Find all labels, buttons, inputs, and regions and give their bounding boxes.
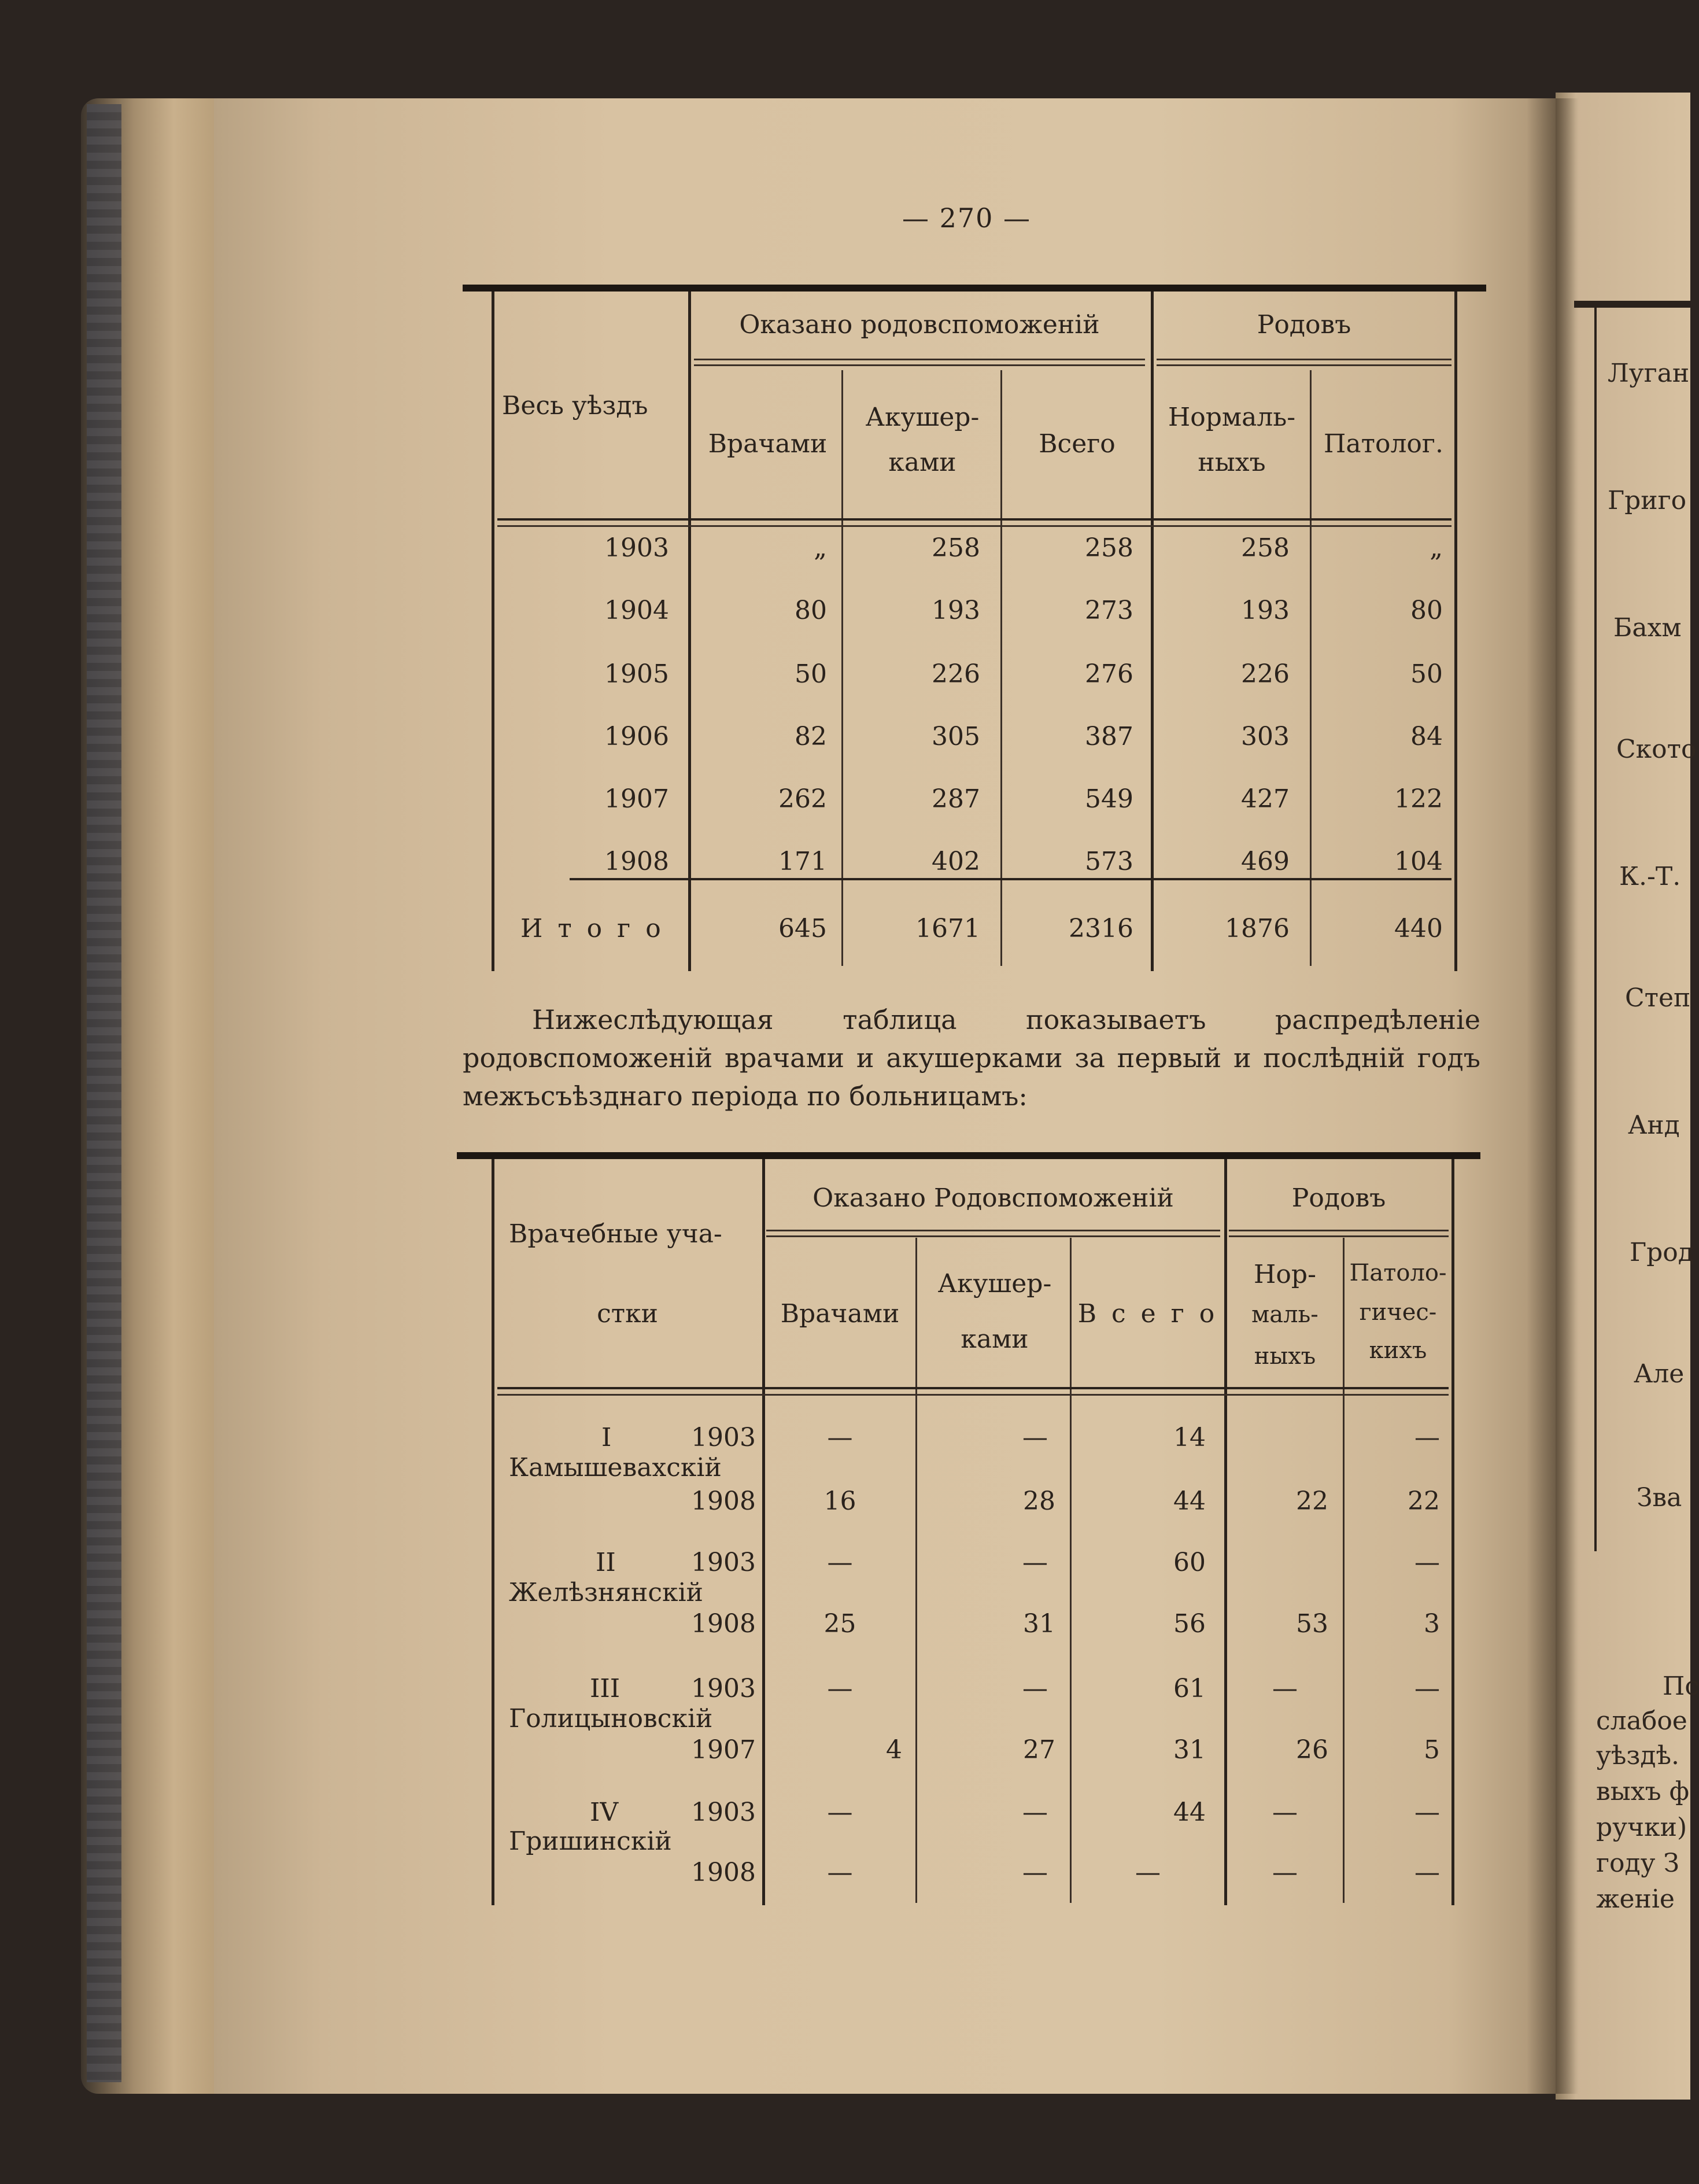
right-fragment: выхъ ф: [1596, 1777, 1690, 1806]
t2-total: 60: [1173, 1548, 1206, 1577]
t1-doctors: „: [814, 533, 827, 563]
t1-midwives: 226: [932, 659, 980, 689]
t2-doctors: —: [827, 1423, 853, 1452]
t2-pathol: —: [1414, 1548, 1440, 1577]
t1-total: 387: [1085, 722, 1133, 751]
right-fragment: Грод: [1630, 1238, 1694, 1267]
right-fragment: женіе: [1596, 1884, 1675, 1914]
right-fragment: Зва: [1637, 1483, 1682, 1512]
t2-header-births: Родовъ: [1291, 1183, 1386, 1213]
t2-pathol: —: [1414, 1798, 1440, 1827]
t1-total-doctors: 645: [778, 914, 827, 943]
page-number: — 270 —: [902, 202, 1032, 234]
t1-pathol: 80: [1410, 596, 1443, 625]
right-fragment: году З: [1596, 1849, 1679, 1878]
t1-header-births: Родовъ: [1257, 310, 1351, 340]
book-cover: [87, 104, 121, 2082]
t2-section-num: I: [601, 1423, 612, 1452]
right-fragment: Анд: [1628, 1111, 1680, 1140]
t1-vline: [841, 370, 843, 966]
t1-pathol: 104: [1394, 847, 1443, 876]
t1-pathol: 50: [1410, 659, 1443, 689]
right-fragment: слабое: [1596, 1706, 1687, 1736]
t2-section-num: III: [590, 1674, 620, 1703]
t1-header-rendered: Оказано родовспоможеній: [739, 310, 1100, 340]
t2-section-year: 1903: [691, 1423, 756, 1452]
t2-header-pathol-1: Патоло-: [1349, 1260, 1447, 1286]
t1-pathol: 122: [1394, 784, 1443, 814]
t2-midwives: —: [1022, 1798, 1048, 1827]
t1-vline: [492, 292, 494, 971]
right-fragment: Луган: [1608, 359, 1690, 388]
t2-section-num: II: [596, 1548, 616, 1577]
t2-section-year: 1903: [691, 1674, 756, 1703]
t2-normal: —: [1272, 1674, 1298, 1703]
t2-group-rule: [766, 1230, 1220, 1231]
t2-doctors: —: [827, 1798, 853, 1827]
t2-total: 44: [1173, 1798, 1206, 1827]
t2-section-year: 1908: [691, 1486, 756, 1516]
table-1-top-rule: [463, 285, 1486, 292]
t1-total-rule: [570, 878, 1451, 880]
right-fragment: Пс: [1663, 1672, 1699, 1701]
t1-year: 1908: [604, 847, 669, 876]
t1-midwives: 305: [932, 722, 980, 751]
t1-normal: 469: [1241, 847, 1290, 876]
page-gutter: [1527, 98, 1579, 2094]
t1-total: 573: [1085, 847, 1133, 876]
right-page-rule: [1574, 301, 1690, 308]
t2-section-name: Гришинскій: [509, 1827, 672, 1856]
t2-section-name: Голицыновскій: [509, 1704, 713, 1733]
t2-pathol: —: [1414, 1423, 1440, 1452]
t2-header-sections-2: стки: [597, 1299, 658, 1329]
t2-doctors: 16: [823, 1486, 856, 1516]
t1-header-midwives-1: Акушер-: [865, 403, 980, 432]
right-fragment: Степ: [1625, 983, 1691, 1013]
t1-total: 549: [1085, 784, 1133, 814]
t2-header-total: В с е г о: [1077, 1299, 1218, 1329]
right-fragment: Бахм: [1613, 613, 1682, 643]
t2-section-num: IV: [590, 1798, 619, 1827]
t1-year: 1906: [604, 722, 669, 751]
t1-doctors: 262: [778, 784, 827, 814]
t1-vline: [1454, 292, 1457, 971]
t2-section-year: 1908: [691, 1609, 756, 1639]
t2-header-rule: [497, 1387, 1449, 1389]
t1-doctors: 50: [795, 659, 827, 689]
t2-normal: —: [1272, 1798, 1298, 1827]
t2-total: 14: [1173, 1423, 1206, 1452]
t2-normal: 53: [1296, 1609, 1328, 1639]
t2-header-midwives-2: ками: [961, 1325, 1029, 1354]
t2-header-doctors: Врачами: [780, 1299, 900, 1329]
t1-total-pathol: 440: [1394, 914, 1443, 943]
t2-vline: [1451, 1159, 1454, 1905]
right-fragment: Ското: [1616, 735, 1697, 764]
t2-header-pathol-3: кихъ: [1369, 1337, 1427, 1364]
t2-vline: [762, 1159, 765, 1905]
t1-normal: 427: [1241, 784, 1290, 814]
right-fragment: Але: [1634, 1359, 1685, 1389]
t2-section-year: 1907: [691, 1735, 756, 1765]
right-fragment: ручки): [1596, 1813, 1687, 1842]
t2-section-name: Камышевахскій: [509, 1453, 722, 1482]
t1-doctors: 80: [795, 596, 827, 625]
t1-total-midwives: 1671: [915, 914, 980, 943]
t1-pathol: „: [1430, 533, 1443, 563]
t1-vline: [1310, 370, 1312, 966]
t1-total-label: И т о г о: [520, 914, 664, 943]
paragraph-text: Нижеслѣдующая таблица показываетъ распредѣленіе родовспоможеній врачами и акушерками за первый и послѣдній годъ межъсъѣзднаго періода по больницамъ:: [463, 1004, 1480, 1112]
t2-header-midwives-1: Акушер-: [937, 1269, 1052, 1298]
right-fragment: Григо: [1608, 486, 1687, 515]
t1-total: 276: [1085, 659, 1133, 689]
t2-header-normal-3: ныхъ: [1254, 1343, 1316, 1370]
t2-header-normal-1: Нор-: [1254, 1260, 1316, 1289]
t2-midwives: 28: [1023, 1486, 1055, 1516]
body-paragraph: [463, 1001, 1480, 1115]
t2-header-pathol-2: гичес-: [1359, 1299, 1437, 1326]
t1-year: 1907: [604, 784, 669, 814]
t1-total-normal: 1876: [1225, 914, 1290, 943]
t1-year: 1903: [604, 533, 669, 563]
t1-year: 1905: [604, 659, 669, 689]
t2-doctors: —: [827, 1548, 853, 1577]
t1-total-total: 2316: [1069, 914, 1133, 943]
t2-group-rule: [1229, 1235, 1449, 1237]
t2-normal: 26: [1296, 1735, 1328, 1765]
t2-group-rule: [766, 1235, 1220, 1237]
t2-midwives: —: [1022, 1674, 1048, 1703]
t1-group-rule: [694, 359, 1145, 360]
t2-doctors: —: [827, 1674, 853, 1703]
t2-section-name: Желѣзнянскій: [509, 1578, 703, 1607]
t2-header-rendered: Оказано Родовспоможеній: [812, 1183, 1174, 1213]
t2-normal: 22: [1296, 1486, 1328, 1516]
t1-header-normal-2: ныхъ: [1198, 448, 1266, 477]
t1-midwives: 402: [932, 847, 980, 876]
t1-midwives: 287: [932, 784, 980, 814]
t2-header-sections-1: Врачебные уча-: [509, 1219, 722, 1249]
t2-midwives: —: [1022, 1858, 1048, 1887]
t2-section-year: 1908: [691, 1858, 756, 1887]
t1-header-district: Весь уѣздъ: [502, 391, 648, 420]
t1-normal: 193: [1241, 596, 1290, 625]
t1-normal: 303: [1241, 722, 1290, 751]
t2-normal: —: [1272, 1858, 1298, 1887]
t1-header-total: Всего: [1039, 429, 1116, 459]
t1-doctors: 82: [795, 722, 827, 751]
right-fragment: К.-Т.: [1619, 862, 1681, 891]
t1-doctors: 171: [778, 847, 827, 876]
t2-total: —: [1135, 1858, 1161, 1887]
t2-vline: [492, 1159, 494, 1905]
right-fragment: уѣздѣ.: [1596, 1741, 1680, 1770]
t2-header-rule: [497, 1394, 1449, 1396]
t1-normal: 258: [1241, 533, 1290, 563]
t2-header-normal-2: маль-: [1251, 1301, 1318, 1328]
t2-midwives: —: [1022, 1423, 1048, 1452]
t2-total: 44: [1173, 1486, 1206, 1516]
t1-midwives: 258: [932, 533, 980, 563]
t1-header-doctors: Врачами: [708, 429, 828, 459]
t2-total: 56: [1173, 1609, 1206, 1639]
t2-pathol: —: [1414, 1674, 1440, 1703]
t1-vline: [688, 292, 691, 971]
t1-group-rule: [1157, 364, 1451, 366]
t1-midwives: 193: [932, 596, 980, 625]
t1-header-rule: [497, 518, 1451, 521]
t1-header-rule: [497, 525, 1451, 527]
right-page-vline: [1594, 308, 1597, 1551]
t1-vline: [1000, 370, 1002, 966]
t2-total: 31: [1173, 1735, 1206, 1765]
t1-group-rule: [1157, 359, 1451, 360]
t2-section-year: 1903: [691, 1548, 756, 1577]
t1-header-midwives-2: ками: [888, 448, 956, 477]
t1-header-pathol: Патолог.: [1324, 429, 1443, 459]
t1-total: 258: [1085, 533, 1133, 563]
t1-header-normal-1: Нормаль-: [1168, 403, 1296, 432]
t2-pathol: 5: [1424, 1735, 1440, 1765]
table-2-top-rule: [457, 1152, 1480, 1159]
t1-normal: 226: [1241, 659, 1290, 689]
t1-group-rule: [694, 364, 1145, 366]
t2-total: 61: [1173, 1674, 1206, 1703]
t2-doctors: 4: [886, 1735, 902, 1765]
t1-pathol: 84: [1410, 722, 1443, 751]
t2-section-year: 1903: [691, 1798, 756, 1827]
t2-midwives: 31: [1023, 1609, 1055, 1639]
t2-midwives: 27: [1023, 1735, 1055, 1765]
t2-vline: [915, 1238, 917, 1903]
t2-doctors: 25: [823, 1609, 856, 1639]
t2-doctors: —: [827, 1858, 853, 1887]
t2-pathol: 3: [1424, 1609, 1440, 1639]
t2-pathol: —: [1414, 1858, 1440, 1887]
t1-year: 1904: [604, 596, 669, 625]
t1-total: 273: [1085, 596, 1133, 625]
t2-pathol: 22: [1408, 1486, 1440, 1516]
t2-group-rule: [1229, 1230, 1449, 1231]
t2-midwives: —: [1022, 1548, 1048, 1577]
